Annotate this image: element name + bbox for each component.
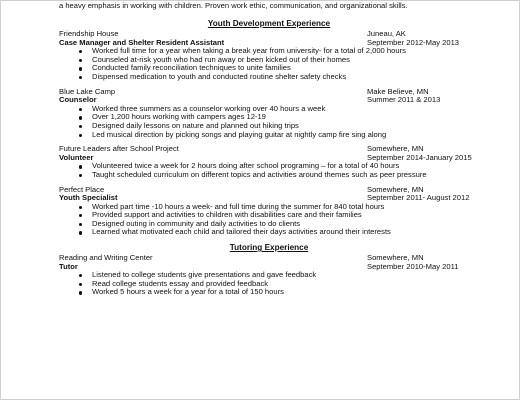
- bullet-list: [59, 47, 479, 81]
- bullet-item: Designed outing in community and daily activities to do clients: [92, 220, 479, 229]
- location: Somewhere, MN: [367, 184, 424, 194]
- location: Somewhere, MN: [367, 144, 424, 154]
- job-title: Volunteer: [59, 152, 94, 162]
- bullet-item: Over 1,200 hours working with campers ages 12-19: [92, 113, 479, 122]
- organization-name: Perfect Place: [59, 184, 105, 194]
- bullet-item: Worked three summers as a counselor working over 40 hours a week: [92, 105, 479, 114]
- bullet-item: Listened to college students give presentations and gave feedback: [92, 271, 479, 280]
- experience-entry: [59, 186, 479, 238]
- location: Make Believe, MN: [367, 86, 429, 96]
- bullet-item: Counseled at-risk youth who had run away or been kicked out of their homes: [92, 56, 479, 65]
- dates: September 2010-May 2011: [367, 261, 459, 271]
- bullet-list: [59, 105, 479, 139]
- bullet-item: Dispensed medication to youth and conducted routine shelter safety checks: [92, 73, 479, 82]
- bullet-item: Taught scheduled curriculum on different topics and activities around themes such as peer pressure: [92, 171, 479, 180]
- section-title-tutoring: Tutoring Experience: [229, 243, 309, 253]
- section-title-youth-development: Youth Development Experience: [207, 19, 331, 28]
- bullet-item: Learned what motivated each child and tailored their days activities around their interests: [92, 228, 479, 237]
- resume-content: [59, 19, 479, 303]
- job-title: Youth Specialist: [59, 193, 118, 203]
- dates: September 2012-May 2013: [367, 37, 460, 47]
- bullet-item: Worked 5 hours a week for a year for a total of 150 hours: [92, 288, 479, 297]
- bullet-item: Read college students essay and provided feedback: [92, 280, 479, 289]
- experience-entry: [59, 254, 479, 297]
- job-title: Case Manager and Shelter Resident Assistant: [59, 37, 225, 47]
- dates: Summer 2011 & 2013: [367, 95, 441, 105]
- location: Juneau, AK: [367, 29, 406, 38]
- organization-name: Future Leaders after School Project: [59, 144, 179, 154]
- job-title: Counselor: [59, 95, 97, 105]
- location: Somewhere, MN: [367, 253, 424, 263]
- organization-name: Reading and Writing Center: [59, 253, 153, 263]
- experience-entry: [59, 88, 479, 140]
- bullet-item: Worked full time for a year when taking a break year from university- for a total of 2,000 hours: [92, 47, 479, 56]
- bullet-list: [59, 203, 479, 237]
- bullet-item: Led musical direction by picking songs and playing guitar at nightly camp fire sing along: [92, 131, 479, 140]
- bullet-item: Volunteered twice a week for 2 hours doing after school programing – for a total of 40 hours: [92, 162, 479, 171]
- summary-text: a heavy emphasis in working with children. Proven work ethic, communication, and organizational skills.: [59, 1, 408, 10]
- bullet-item: Provided support and activities to children with disabilities care and their families: [92, 211, 479, 220]
- dates: September 2014-January 2015: [367, 152, 472, 162]
- bullet-item: Conducted family reconciliation techniques to unite families: [92, 64, 479, 73]
- bullet-item: Worked part time -10 hours a week- and full time during the summer for 840 total hours: [92, 203, 479, 212]
- organization-name: Blue Lake Camp: [59, 86, 116, 96]
- job-title: Tutor: [59, 261, 78, 271]
- experience-entry: [59, 145, 479, 179]
- bullet-list: [59, 162, 479, 179]
- bullet-item: Designed daily lessons on nature and planned out hiking trips: [92, 122, 479, 131]
- dates: September 2011- August 2012: [367, 193, 470, 203]
- experience-entry: [59, 30, 479, 82]
- bullet-list: [59, 271, 479, 297]
- organization-name: Friendship House: [59, 29, 119, 38]
